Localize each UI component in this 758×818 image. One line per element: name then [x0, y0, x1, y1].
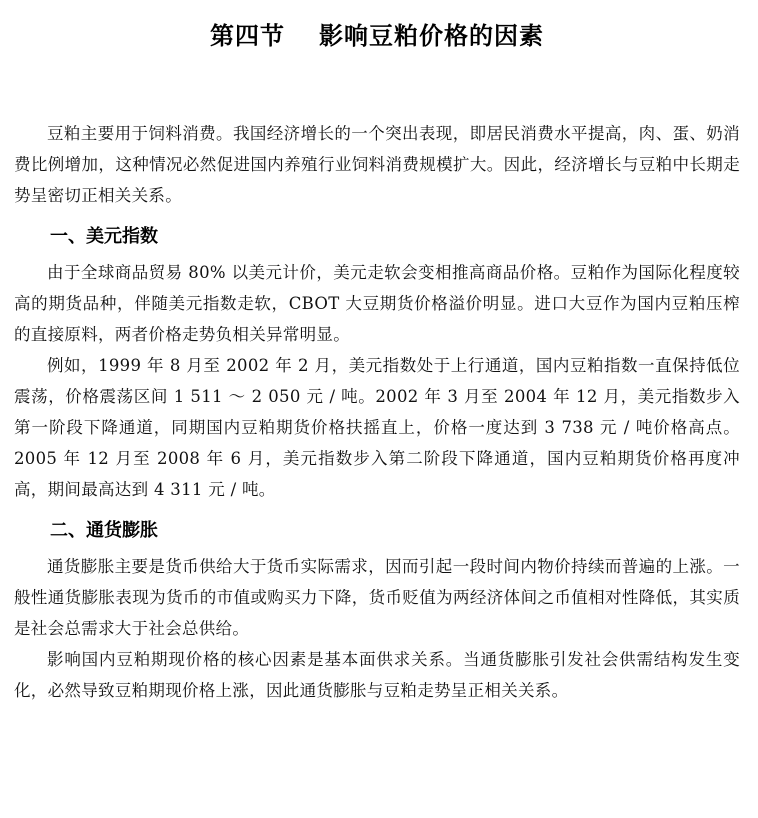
usd-index-paragraph-2: 例如，1999 年 8 月至 2002 年 2 月，美元指数处于上行通道，国内豆粕指数一直保持低位震荡，价格震荡区间 1 511 ～ 2 050 元 / 吨。2002 年 3 月至 2004 年 12 月，美元指数步入第一阶段下降通道，同期国内豆粕期货价格扶摇直上，价格一度达到 3 738 元 / 吨价格高点。2005 年 12 月至 2008 年 6 月，美元指数步入第二阶段下降通道，国内豆粕期货价格再度冲高，期间最高达到 4 311 元 / 吨。: [14, 356, 740, 499]
usd-index-paragraph-1: 由于全球商品贸易 80% 以美元计价，美元走软会变相推高商品价格。豆粕作为国际化程度较高的期货品种，伴随美元指数走软，CBOT 大豆期货价格溢价明显。进口大豆作为国内豆粕压榨的直接原料，两者价格走势负相关异常明显。: [14, 263, 740, 344]
section-heading-inflation: 二、通货膨胀: [50, 520, 158, 541]
chapter-number: 第四节: [210, 22, 285, 50]
inflation-paragraph-1: 通货膨胀主要是货币供给大于货币实际需求，因而引起一段时间内物价持续而普遍的上涨。一般性通货膨胀表现为货币的市值或购买力下降，货币贬值为两经济体间之币值相对性降低，其实质是社会总需求大于社会总供给。: [14, 557, 740, 638]
inflation-paragraph-2: 影响国内豆粕期现价格的核心因素是基本面供求关系。当通货膨胀引发社会供需结构发生变化，必然导致豆粕期现价格上涨，因此通货膨胀与豆粕走势呈正相关关系。: [14, 650, 740, 700]
chapter-title: [14, 0, 740, 56]
intro-paragraph: 豆粕主要用于饲料消费。我国经济增长的一个突出表现，即居民消费水平提高，肉、蛋、奶消费比例增加，这种情况必然促进国内养殖行业饲料消费规模扩大。因此，经济增长与豆粕中长期走势呈密切正相关关系。: [14, 124, 740, 205]
section-heading-usd-index: 一、美元指数: [50, 226, 158, 247]
chapter-title-text: 影响豆粕价格的因素: [319, 22, 544, 50]
